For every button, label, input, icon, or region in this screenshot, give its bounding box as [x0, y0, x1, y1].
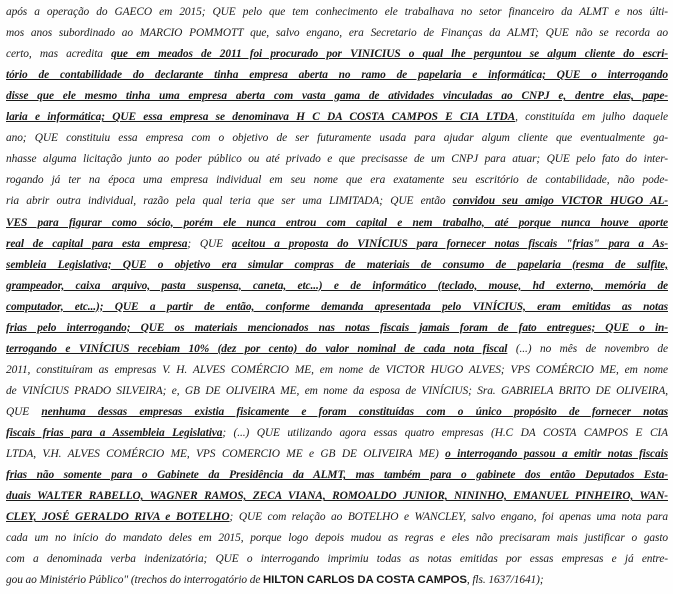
- text-segment: , constituída em julho daquele: [515, 111, 668, 124]
- underlined-text: frias pelo interrogando; QUE os materiais mencionados nas notas fiscais jamais foram de fato entregues; QUE o in-: [6, 321, 668, 334]
- text-line: [6, 64, 668, 86]
- underlined-text: nenhuma dessas empresas existia fisicamente e foram constituídas com o único propósito de fornecer notas: [41, 405, 668, 418]
- text-segment: cada um no início do mandato deles em 2015, porque logo depois mudou as regras e eles não precisaram mais justificar o gasto: [6, 532, 668, 545]
- text-segment: após a operação do GAECO em 2015; QUE pelo que tem conhecimento ele trabalhava no setor financeiro da ALMT e nos últi-: [6, 6, 668, 18]
- text-segment: ria abrir outra individual, razão pela qual teria que ser uma LIMITADA; QUE então: [6, 195, 453, 208]
- text-segment: , fls. 1637/1641);: [466, 574, 544, 587]
- text-line: [6, 338, 668, 360]
- underlined-text: convidou seu amigo VICTOR HUGO AL-: [452, 195, 668, 208]
- underlined-text: tório de contabilidade do declarante tinha empresa aberta no ramo de papelaria e informática; QUE o interrogando: [6, 69, 668, 82]
- text-line: [6, 506, 668, 528]
- underlined-text: duais WALTER RABELLO, WAGNER RAMOS, ZECA VIANA, ROMOALDO JUNIOR, NININHO, EMANUEL PINHEIRO, WAN-: [6, 490, 668, 503]
- text-segment: QUE: [6, 405, 42, 418]
- text-line: [6, 422, 668, 444]
- text-line: [6, 485, 668, 507]
- underlined-text: frias não somente para o Gabinete da Presidência da ALMT, mas também para o gabinete dos então Deputados Esta-: [6, 469, 668, 482]
- text-line: [6, 22, 668, 44]
- text-segment: rogando já ter na época uma empresa individual em seu nome que era exatamente seu escritório de contabilidade, não pode-: [6, 174, 668, 187]
- bold-name: HILTON CARLOS DA COSTA CAMPOS: [263, 574, 467, 587]
- underlined-text: terrogando e VINÍCIUS recebiam 10% (dez por cento) do valor nominal de cada nota fiscal: [6, 342, 508, 355]
- text-line: [6, 443, 668, 465]
- text-line: [6, 317, 668, 339]
- text-segment: ; QUE com relação ao BOTELHO e WANCLEY, salvo engano, foi apenas uma nota para: [229, 511, 668, 524]
- underlined-text: o interrogando passou a emitir notas fiscais: [445, 448, 668, 461]
- text-line: [6, 127, 668, 149]
- text-line: [6, 359, 668, 381]
- text-line: [6, 190, 668, 212]
- underlined-text: grampeador, caixa arquivo, pasta suspensa, caneta, etc...) e de informático (teclado, mouse, hd externo, memória de: [6, 279, 668, 292]
- text-line: [6, 106, 668, 128]
- text-line: [6, 169, 668, 191]
- underlined-text: disse que ele mesmo tinha uma empresa aberta com vasta gama de atividades vinculadas ao CNPJ e, dentre elas, pape-: [6, 90, 668, 103]
- text-line: [6, 548, 668, 570]
- text-segment: ; (...) QUE utilizando agora essas quatro empresas (H.C DA COSTA CAMPOS E CIA: [222, 427, 668, 439]
- underlined-text: real de capital para esta empresa: [6, 237, 188, 250]
- text-segment: certo, mas acredita: [6, 48, 112, 61]
- text-segment: gou ao Ministério Público" (trechos do interrogatório de: [6, 574, 264, 587]
- text-segment: nhasse alguma licitação junto ao poder público ou até privado e que precisasse de um CNPJ para atuar; QUE pelo fato do inter-: [6, 153, 668, 166]
- text-line: [6, 1, 668, 23]
- text-line: [6, 43, 668, 65]
- text-segment: LTDA, V.H. ALVES COMÉRCIO ME, VPS COMERCIO ME e GB DE OLIVEIRA ME): [6, 448, 446, 461]
- text-line: [6, 148, 668, 170]
- text-segment: ; QUE: [187, 237, 232, 250]
- text-line: [6, 569, 668, 591]
- text-line: [6, 254, 668, 276]
- text-line: [6, 212, 668, 234]
- text-line: [6, 85, 668, 107]
- underlined-text: fiscais frias para a Assembleia Legislativa: [6, 427, 223, 439]
- text-line: [6, 380, 668, 402]
- text-line: [6, 275, 668, 297]
- underlined-text: sembleia Legislativa; QUE o objetivo era simular compras de materiais de consumo de papelaria (resma de sulfite,: [6, 258, 668, 271]
- underlined-text: CLEY, JOSÉ GERALDO RIVA e BOTELHO: [6, 511, 230, 524]
- underlined-text: VES para figurar como sócio, porém ele nunca entrou com capital e nem trabalho, até porque nunca houve aporte: [6, 216, 668, 229]
- text-segment: com a denominada verba indenizatória; QUE o interrogando imprimiu todas as notas emitidas por essas empresas e já entre-: [6, 553, 668, 566]
- underlined-text: laria e informática; QUE essa empresa se denominava H C DA COSTA CAMPOS E CIA LTDA: [6, 111, 516, 124]
- text-line: [6, 401, 668, 423]
- text-segment: de VINÍCIUS PRADO SILVEIRA; e, GB DE OLIVEIRA ME, em nome da esposa de VINÍCIUS; Sra. GABRIELA BRITO DE OLIVEIRA,: [6, 384, 668, 397]
- text-line: [6, 527, 668, 549]
- text-line: [6, 464, 668, 486]
- text-segment: (...) no mês de novembro de: [507, 342, 668, 355]
- underlined-text: que em meados de 2011 foi procurado por VINICIUS o qual lhe perguntou se algum cliente do escri-: [111, 48, 668, 61]
- text-segment: 2011, constituíram as empresas V. H. ALVES COMÉRCIO ME, em nome de VICTOR HUGO ALVES; VPS COMÉRCIO ME, em nome: [6, 363, 668, 376]
- text-line: [6, 296, 668, 318]
- text-line: [6, 233, 668, 255]
- text-segment: mos anos subordinado ao MARCIO POMMOTT que, salvo engano, era Secretario de Finanças da ALMT; QUE não se recorda ao: [6, 27, 668, 40]
- underlined-text: computador, etc...); QUE a partir de então, conforme demanda apresentada pelo VINÍCIUS, eram emitidas as notas: [6, 300, 668, 313]
- underlined-text: aceitou a proposta do VINÍCIUS para fornecer notas fiscais "frias" para a As-: [231, 237, 668, 250]
- text-segment: ano; QUE constituiu essa empresa com o objetivo de ser futuramente usada para ajudar algum cliente que eventualmente ga-: [6, 132, 668, 145]
